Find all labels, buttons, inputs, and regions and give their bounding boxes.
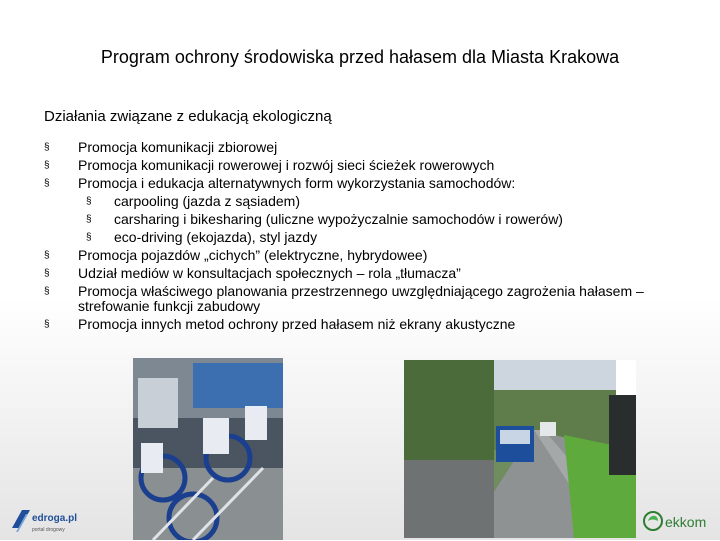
bullet-marker: § (44, 268, 50, 279)
ekkom-logo (640, 506, 714, 536)
sub-list-item (44, 212, 684, 227)
bullet-list (44, 140, 684, 335)
list-item-text: Udział mediów w konsultacjach społecznych – rola „tłumacza” (78, 265, 461, 281)
bullet-marker: § (44, 286, 50, 297)
bullet-marker: § (86, 232, 92, 243)
list-item (44, 266, 684, 281)
edroga-logo-mark (10, 506, 90, 536)
list-item (44, 176, 684, 191)
list-item (44, 284, 684, 314)
list-item-text: Promocja właściwego planowania przestrzennego uwzględniającego zagrożenia hałasem – strefowanie funkcji zabudowy (78, 283, 644, 314)
list-item-text: Promocja pojazdów „cichych” (elektryczne, hybrydowee) (78, 247, 428, 263)
edroga-logo-tagline: portal drogowy (32, 527, 65, 533)
sub-list-item (44, 230, 684, 245)
slide-subtitle: Działania związane z edukacją ekologiczną (44, 108, 332, 125)
list-item-text: carsharing i bikesharing (uliczne wypożyczalnie samochodów i rowerów) (114, 211, 563, 227)
list-item-text: carpooling (jazda z sąsiadem) (114, 193, 300, 209)
tram-illustration (404, 360, 636, 538)
list-item-text: Promocja komunikacji rowerowej i rozwój sieci ścieżek rowerowych (78, 157, 495, 173)
list-item (44, 158, 684, 173)
ekkom-logo-text: ekkom (665, 514, 707, 530)
bullet-marker: § (44, 160, 50, 171)
list-item-text: Promocja i edukacja alternatywnych form wykorzystania samochodów: (78, 175, 516, 191)
list-item (44, 248, 684, 263)
ekkom-logo-mark (640, 506, 714, 536)
bike-sharing-photo (133, 358, 283, 540)
list-item (44, 140, 684, 155)
list-item-text: Promocja komunikacji zbiorowej (78, 139, 278, 155)
list-item (44, 317, 684, 332)
bullet-marker: § (44, 250, 50, 261)
bullet-marker: § (44, 142, 50, 153)
sub-list-item (44, 194, 684, 209)
slide-title: Program ochrony środowiska przed hałasem dla Miasta Krakowa (100, 47, 620, 67)
list-item-text: eco-driving (ekojazda), styl jazdy (114, 229, 318, 245)
bullet-marker: § (86, 214, 92, 225)
edroga-logo-text: edroga.pl (32, 513, 78, 524)
tram-photo (404, 360, 636, 538)
bike-sharing-illustration (133, 358, 283, 540)
list-item-text: Promocja innych metod ochrony przed hałasem niż ekrany akustyczne (78, 316, 516, 332)
edroga-logo (10, 506, 90, 536)
bullet-marker: § (86, 196, 92, 207)
bullet-marker: § (44, 178, 50, 189)
bullet-marker: § (44, 319, 50, 330)
